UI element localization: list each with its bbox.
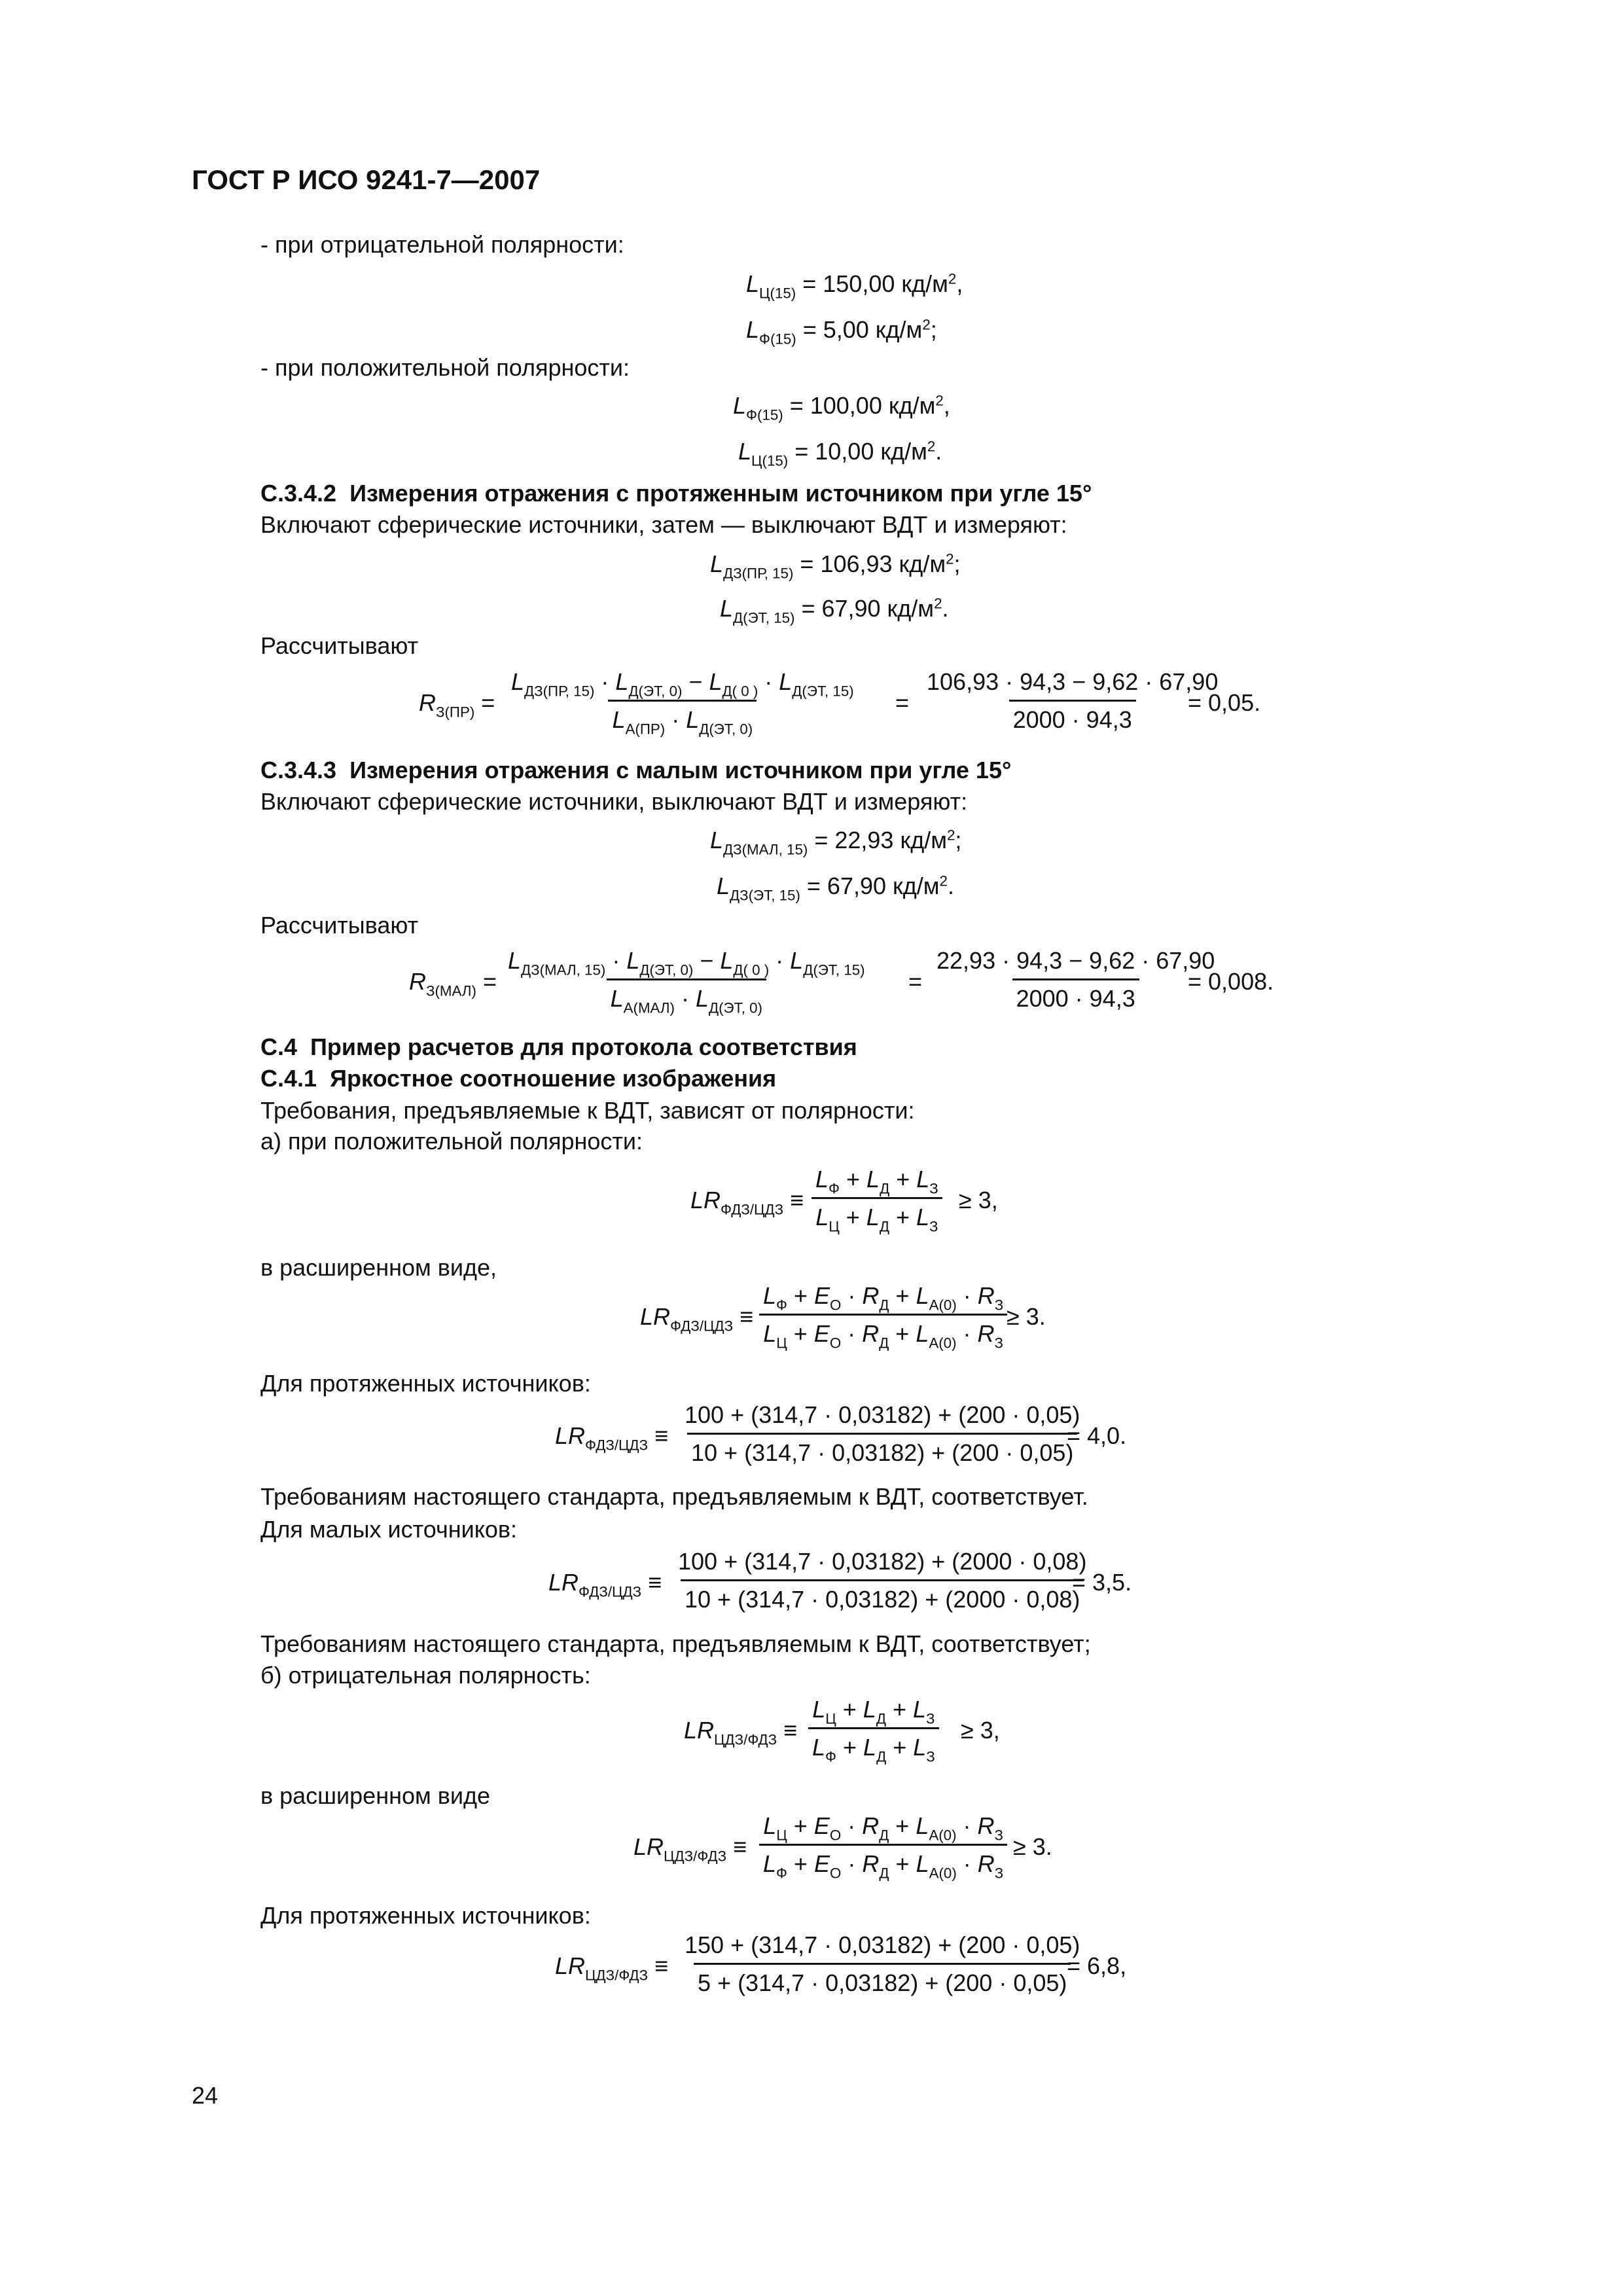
case-b-label: б) отрицательная полярность: [260,1662,591,1689]
formula-r-pr-equals: = [895,689,910,716]
requirements-text: Требования, предъявляемые к ВДТ, зависят от полярности: [260,1097,915,1124]
formula-a-ext-lhs: $LR_{ФДЗ/ЦДЗ}$ ≡ [555,1422,669,1454]
formula-r-pr-result: = 0,05. [1188,689,1261,716]
equation-ldz-et-15: $L_{ДЗ(ЭТ, 15)} = 67,90$ $кд/м^2$. [717,872,954,904]
section-c343-intro: Включают сферические источники, выключают ВДТ и измеряют: [260,788,968,815]
calc-label-c342: Рассчитывают [260,632,419,659]
formula-lr-cdz-exp-ge: ≥ 3. [1013,1833,1052,1860]
equation-ldz-pr-15: $L_{ДЗ(ПР, 15)} = 106,93$ $кд/м^2$; [710,550,961,582]
formula-lr-fdz-exp-lhs: $LR_{ФДЗ/ЦДЗ}$ ≡ [640,1303,754,1335]
section-heading-c41: С.4.1 Яркостное соотношение изображения [260,1065,777,1092]
formula-a-small-fraction: $\frac{100 + (314,7 \cdot 0,03182) + (2000 \cdot 0,08)}{10 + (314,7 \cdot 0,03182) + (2000 \cdot 0,08)}$ [678,1548,1087,1613]
equation-pos-luminance-c: $L_{Ц(15)} = 10,00$ $кд/м^2$. [738,438,942,469]
formula-a-small-lhs: $LR_{ФДЗ/ЦДЗ}$ ≡ [548,1569,662,1600]
formula-r-mal-lhs: $R_{З(МАЛ)}$ = [409,968,497,999]
equation-pos-luminance-f: $L_{Ф(15)} = 100,00$ $кд/м^2$, [733,392,950,423]
page-number: 24 [192,2082,219,2109]
section-heading-c342: С.3.4.2 Измерения отражения с протяженным источником при угле 15° [260,480,1092,507]
section-heading-c4: С.4 Пример расчетов для протокола соответствия [260,1033,857,1060]
negative-polarity-label: - при отрицательной полярности: [260,231,624,258]
expanded-label-b: в расширенном виде [260,1782,490,1809]
extended-sources-label-b: Для протяженных источников: [260,1902,591,1929]
formula-b-ext-lhs: $LR_{ЦДЗ/ФДЗ}$ ≡ [555,1952,669,1984]
section-heading-c343: С.3.4.3 Измерения отражения с малым источником при угле 15° [260,757,1012,783]
expanded-label-a: в расширенном виде, [260,1254,497,1281]
formula-lr-fdz-fraction: $L_Ф + L_Д + L_З$ $L_Ц + L_Д + L_З$ [812,1165,942,1231]
formula-lr-fdz-exp-fraction: $L_Ф + E_О \cdot R_Д + L_{А(0)} \cdot R_З$ $L_Ц + E_О \cdot R_Д + L_{А(0)} \cdot R_З$ [759,1282,1007,1348]
positive-polarity-label: - при положительной полярности: [260,354,630,381]
formula-a-ext-fraction: $\frac{100 + (314,7 \cdot 0,03182) + (200 \cdot 0,05)}{10 + (314,7 \cdot 0,03182) + (200 \cdot 0,05)}$ [685,1401,1080,1467]
formula-a-ext-result: = 4,0. [1067,1422,1127,1449]
formula-b-ext-result: = 6,8, [1067,1952,1127,1979]
formula-r-pr-numeric-fraction: $\frac{106,93 \cdot 94,3 - 9,62 \cdot 67,90}{2000 \cdot 94,3}$ [927,668,1219,734]
document-header: ГОСТ Р ИСО 9241-7—2007 [192,164,541,195]
formula-lr-cdz-ge: ≥ 3, [961,1717,1000,1744]
small-sources-label: Для малых источников: [260,1516,518,1543]
extended-sources-label-a: Для протяженных источников: [260,1370,591,1397]
formula-a-small-result: = 3,5. [1072,1569,1132,1596]
formula-r-mal-result: = 0,008. [1188,968,1274,995]
complies-text-1: Требованиям настоящего стандарта, предъявляемым к ВДТ, соответствует. [260,1483,1088,1510]
formula-lr-fdz-exp-ge: ≥ 3. [1007,1303,1046,1330]
formula-r-pr-lhs: $R_{З(ПР)}$ = [419,689,495,721]
formula-lr-cdz-exp-fraction: $L_Ц + E_О \cdot R_Д + L_{А(0)} \cdot R_З$ $L_Ф + E_О \cdot R_Д + L_{А(0)} \cdot R_З$ [759,1812,1007,1878]
equation-ldz-mal-15: $L_{ДЗ(МАЛ, 15)} = 22,93$ $кд/м^2$; [710,827,962,858]
equation-ld-et-15: $L_{Д(ЭТ, 15)} = 67,90$ $кд/м^2$. [720,595,949,626]
formula-lr-cdz-fraction: $L_Ц + L_Д + L_З$ $L_Ф + L_Д + L_З$ [808,1695,939,1761]
formula-lr-fdz-lhs: $LR_{ФДЗ/ЦДЗ}$ ≡ [690,1187,804,1218]
formula-lr-cdz-lhs: $LR_{ЦДЗ/ФДЗ}$ ≡ [684,1717,798,1748]
formula-lr-cdz-exp-lhs: $LR_{ЦДЗ/ФДЗ}$ ≡ [633,1833,747,1865]
complies-text-2: Требованиям настоящего стандарта, предъявляемым к ВДТ, соответствует; [260,1630,1091,1657]
equation-neg-luminance-f: $L_{Ф(15)} = 5,00$ $кд/м^2$; [746,316,937,348]
formula-r-mal-equals: = [908,968,923,995]
formula-b-ext-fraction: $\frac{150 + (314,7 \cdot 0,03182) + (200 \cdot 0,05)}{5 + (314,7 \cdot 0,03182) + (200 \cdot 0,05)}$ [685,1931,1080,1997]
formula-r-mal-fraction: $L_{ДЗ(МАЛ, 15)} \cdot L_{Д(ЭТ, 0)} - L_{Д( 0 )} \cdot L_{Д(ЭТ, 15)}$ $L_{А(МАЛ)} \cdot L_{Д(ЭТ, 0)}$ [508,947,865,1016]
section-c342-intro: Включают сферические источники, затем — выключают ВДТ и измеряют: [260,511,1067,538]
formula-r-mal-numeric-fraction: $\frac{22,93 \cdot 94,3 - 9,62 \cdot 67,90}{2000 \cdot 94,3}$ [936,947,1215,1013]
equation-neg-luminance-c: $L_{Ц(15)} = 150,00$ $кд/м^2$, [746,270,963,302]
calc-label-c343: Рассчитывают [260,912,419,939]
formula-lr-fdz-ge: ≥ 3, [959,1187,998,1213]
formula-r-pr-fraction: $L_{ДЗ(ПР, 15)} \cdot L_{Д(ЭТ, 0)} - L_{Д( 0 )} \cdot L_{Д(ЭТ, 15)}$ $L_{А(ПР)} \cdot L_{Д(ЭТ, 0)}$ [511,668,854,738]
case-a-label: а) при положительной полярности: [260,1128,643,1155]
